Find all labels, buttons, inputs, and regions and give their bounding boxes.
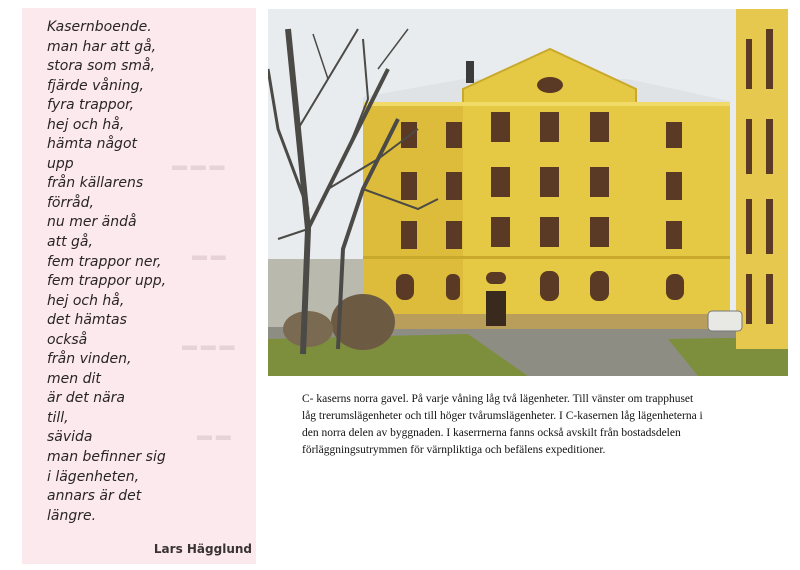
poem-line: nu mer ändå	[47, 214, 137, 231]
poem-line: man har att gå,	[47, 38, 157, 55]
poem-clipping	[22, 8, 256, 564]
poem-line: fem trappor upp,	[47, 273, 167, 290]
poem-line: annars är det	[47, 488, 142, 505]
barracks-photo	[268, 9, 788, 376]
poem-line: fyra trappor,	[47, 97, 135, 114]
poem-line: från källarens	[47, 175, 144, 192]
caption-line: förläggningsutrymmen för värnpliktiga och befälens expeditioner.	[302, 444, 606, 456]
poem-line: i lägenheten,	[47, 468, 140, 485]
poem-line: till,	[47, 409, 69, 426]
poem-line: fjärde våning,	[47, 77, 144, 94]
poem-line: hämta något	[47, 136, 138, 153]
poem-line: också	[47, 331, 88, 348]
poem-line: stora som små,	[47, 58, 156, 75]
poem-line: hej och hå,	[47, 292, 125, 309]
poem-line: förråd,	[47, 194, 94, 211]
poem-line: fem trappor ner,	[47, 253, 162, 270]
poem-line: är det nära	[47, 390, 126, 407]
background-print-ghost: ▬ ▬ ▬	[172, 158, 225, 174]
background-print-ghost: ▬ ▬	[192, 248, 226, 264]
poem-text	[47, 18, 166, 526]
poem-line: upp	[47, 155, 74, 172]
poem-line: men dit	[47, 370, 101, 387]
caption-line: låg trerumslägenheter och till höger tvårumslägenheter. I C-kasernen låg lägenheterna i	[302, 410, 703, 422]
barracks-illustration	[268, 9, 788, 376]
poem-author: Lars Hägglund	[153, 542, 252, 556]
poem-line: längre.	[47, 507, 97, 524]
caption-line: den norra delen av byggnaden. I kaserrnerna fanns också avskilt från bostadsdelen	[302, 427, 681, 439]
poem-line: hej och hå,	[47, 116, 125, 133]
background-print-ghost: ▬ ▬ ▬	[182, 338, 235, 354]
poem-line: sävida	[47, 429, 93, 446]
background-print-ghost: ▬ ▬	[197, 428, 231, 444]
poem-line: Kasernboende.	[47, 19, 152, 35]
poem-line: att gå,	[47, 234, 93, 251]
poem-line: man befinner sig	[47, 449, 166, 466]
photo-caption	[302, 391, 772, 459]
poem-line: från vinden,	[47, 351, 132, 368]
poem-line: det hämtas	[47, 312, 127, 329]
caption-line: C- kaserns norra gavel. På varje våning låg två lägenheter. Till vänster om trapphuset	[302, 393, 694, 405]
